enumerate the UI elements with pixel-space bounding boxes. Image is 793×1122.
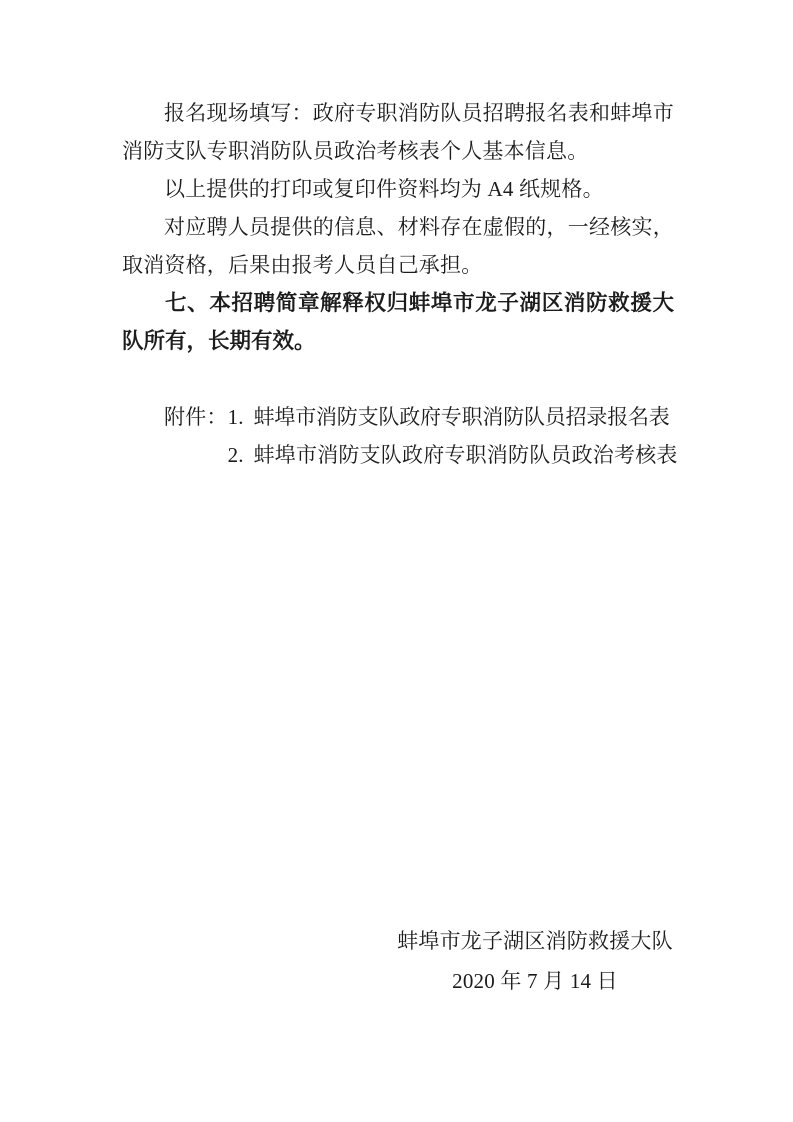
attachment-item-2 bbox=[228, 436, 679, 474]
paragraph-false-info-warning: 对应聘人员提供的信息、材料存在虚假的，一经核实，取消资格，后果由报考人员自己承担。 bbox=[122, 215, 674, 277]
attachment-1-title: 蚌埠市消防支队政府专职消防队员招录报名表 bbox=[253, 405, 670, 429]
paragraph-registration-onsite: 报名现场填写：政府专职消防队员招聘报名表和蚌埠市消防支队专职消防队员政治考核表个人基本信息。 bbox=[122, 101, 674, 163]
signature-date: 2020 年 7 月 14 日 bbox=[452, 969, 618, 993]
paragraph-interpretation-rights: 七、本招聘简章解释权归蚌埠市龙子湖区消防救援大队所有，长期有效。 bbox=[122, 291, 674, 353]
attachment-1-number: 1. bbox=[227, 405, 244, 429]
document-body bbox=[122, 94, 678, 474]
signature-organization: 蚌埠市龙子湖区消防救援大队 bbox=[397, 929, 673, 953]
attachment-2-title: 蚌埠市消防支队政府专职消防队员政治考核表 bbox=[253, 443, 678, 467]
signature-block bbox=[396, 921, 674, 1001]
paragraph-a4-spec: 以上提供的打印或复印件资料均为 A4 纸规格。 bbox=[164, 177, 604, 201]
attachment-2-number: 2. bbox=[227, 443, 244, 467]
attachments-list bbox=[228, 398, 679, 474]
attachments-block bbox=[122, 398, 678, 474]
attachments-label: 附件： bbox=[164, 405, 228, 429]
attachment-item-1 bbox=[228, 398, 679, 436]
